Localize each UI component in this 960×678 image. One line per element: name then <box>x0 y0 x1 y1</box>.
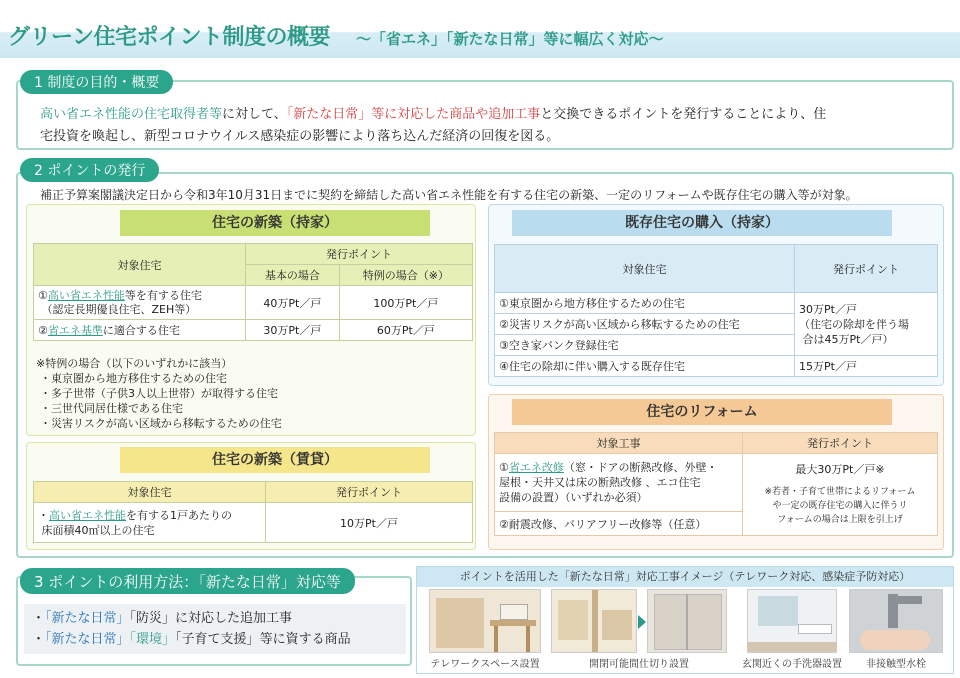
section2-lead: 補正予算案閣議決定日から令和3年10月31日までに契約を締結した高い省エネ性能を有する住宅の新築、一定のリフォームや既存住宅の購入等が対象。 <box>40 188 858 202</box>
purpose-text-4: と交換できるポイントを発行することにより、住 <box>540 107 827 122</box>
cell-existing-points-4: 15万Pt／戸 <box>795 356 938 377</box>
title-bar <box>0 0 960 58</box>
note-line: ・東京圏から地方移住するための住宅 <box>40 372 227 385</box>
th-rental-target: 対象住宅 <box>34 482 266 503</box>
panel-new-rental-title: 住宅の新築（賃貸） <box>120 447 430 473</box>
cell-rental-points: 10万Pt／戸 <box>266 503 473 543</box>
cell-existing-1: ①東京圏から地方移住するための住宅 <box>495 293 795 314</box>
text-r2: に適合する住宅 <box>102 324 180 337</box>
cell-rental-target <box>34 503 266 543</box>
th-reform-target: 対象工事 <box>495 433 743 454</box>
note-line: ・多子世帯（子供3人以上世帯）が取得する住宅 <box>40 387 278 400</box>
cell-existing-2: ②災害リスクが高い区域から移転するための住宅 <box>495 314 795 335</box>
cell-basic-2: 30万Pt／戸 <box>246 320 340 341</box>
table-new-rental <box>33 481 473 543</box>
cell-existing-3: ③空き家バンク登録住宅 <box>495 335 795 356</box>
th-target: 対象住宅 <box>34 244 246 286</box>
bullet: ・ <box>32 632 46 647</box>
text-reform-1: （窓・ドアの断熱改修、外壁・ <box>563 461 718 474</box>
cell-reform-points <box>743 454 938 536</box>
partition-image-1 <box>551 589 637 653</box>
section2-label: 2 ポイントの発行 <box>20 158 159 182</box>
tag-disaster: 「防災」 <box>129 611 176 626</box>
highlight-high-efficiency: 高い省エネ性能 <box>47 288 125 302</box>
usage-text-1: に対応した追加工事 <box>175 611 293 626</box>
caption-telework: テレワークスペース設置 <box>430 659 540 670</box>
bullet: ・ <box>32 611 46 626</box>
text-r1-detail: （認定長期優良住宅、ZEH等） <box>41 302 197 316</box>
panel-new-owned-title: 住宅の新築（持家） <box>120 210 430 236</box>
page-title: グリーン住宅ポイント制度の概要 <box>8 25 331 50</box>
num-2: ② <box>38 324 48 337</box>
th-existing-points: 発行ポイント <box>795 245 938 293</box>
tag-new-normal: 「新たな日常」 <box>45 611 130 626</box>
text-rental: を有する1戸あたりの <box>126 508 232 522</box>
num-r1: ① <box>499 461 509 474</box>
reform-max-points: 最大30万Pt／戸※ <box>795 462 885 476</box>
caption-partition: 開閉可能間仕切り設置 <box>589 659 689 670</box>
highlight-reform: 省エネ改修 <box>508 461 564 474</box>
note-line: ・三世代同居仕様である住宅 <box>40 402 183 415</box>
telework-space-image <box>429 589 541 653</box>
highlight-standard: 省エネ基準 <box>47 324 103 337</box>
usage-list <box>24 604 406 654</box>
text-reform-3: 設備の設置）（いずれか必須） <box>499 491 648 504</box>
cell-special-1: 100万Pt／戸 <box>339 286 472 320</box>
cell-target-1 <box>34 286 246 320</box>
text-r1: 等を有する住宅 <box>124 288 202 302</box>
caption-faucet: 非接触型水栓 <box>866 659 926 670</box>
section3-label: 3 ポイントの利用方法：「新たな日常」対応等 <box>20 568 355 594</box>
image-panel-title: ポイントを活用した「新たな日常」対応工事イメージ（テレワーク対応、感染症予防対応） <box>417 567 953 587</box>
purpose-highlight-1: 高い省エネ性能の住宅取得者等 <box>40 107 223 122</box>
handwash-entrance-image <box>747 589 837 653</box>
bullet: ・ <box>38 508 49 522</box>
arrow-right-icon <box>638 615 646 629</box>
usage-item-2 <box>32 629 398 650</box>
th-existing-target: 対象住宅 <box>495 245 795 293</box>
cell-existing-points <box>795 293 938 356</box>
purpose-text <box>40 104 940 148</box>
th-points: 発行ポイント <box>246 244 473 265</box>
cell-basic-1: 40万Pt／戸 <box>246 286 340 320</box>
th-rental-points: 発行ポイント <box>266 482 473 503</box>
caption-handwash: 玄関近くの手洗器設置 <box>742 659 842 670</box>
purpose-text-5: 宅投資を喚起し、新型コロナウイルス感染症の影響により落ち込んだ経済の回復を図る。 <box>40 129 560 144</box>
note-line: ※特例の場合（以下のいずれかに該当） <box>36 357 233 370</box>
tag-childcare: 「子育て支援」 <box>175 632 260 647</box>
reform-note-1: ※若者・子育て世帯によるリフォーム <box>764 486 916 497</box>
page-subtitle: ～「省エネ」「新たな日常」等に幅広く対応～ <box>356 30 664 48</box>
table-new-owned <box>33 243 473 341</box>
partition-image-2 <box>647 589 727 653</box>
panel-existing-title: 既存住宅の購入（持家） <box>512 210 892 236</box>
special-notes <box>36 356 282 431</box>
highlight-rental: 高い省エネ性能 <box>49 508 126 522</box>
purpose-text-2: に対して、 <box>222 107 287 122</box>
table-reform <box>494 432 938 536</box>
pts-1: 30万Pt／戸 <box>799 302 857 316</box>
tag-environment: 「環境」 <box>129 632 176 647</box>
note-line: ・災害リスクが高い区域から移転するための住宅 <box>40 417 282 430</box>
pts-3: 合は45万Pt／戸） <box>802 332 894 346</box>
panel-reform-title: 住宅のリフォーム <box>512 399 892 425</box>
reform-note-3: フォームの場合は上限を引上げ <box>777 514 903 525</box>
touchless-faucet-image <box>849 589 943 653</box>
cell-target-2 <box>34 320 246 341</box>
th-reform-points: 発行ポイント <box>743 433 938 454</box>
reform-note-2: や一定の既存住宅の購入に伴うリ <box>772 500 908 511</box>
purpose-highlight-2: 「新たな日常」等に対応した商品や追加工事 <box>286 107 541 122</box>
cell-special-2: 60万Pt／戸 <box>339 320 472 341</box>
cell-existing-4: ④住宅の除却に伴い購入する既存住宅 <box>495 356 795 377</box>
num-1: ① <box>38 288 48 302</box>
th-special: 特例の場合（※） <box>339 265 472 286</box>
usage-item-1 <box>32 608 398 629</box>
th-basic: 基本の場合 <box>246 265 340 286</box>
pts-2: （住宅の除却を伴う場 <box>799 317 909 331</box>
image-panel <box>416 566 954 674</box>
cell-reform-2: ②耐震改修、バリアフリー改修等（任意） <box>495 512 743 536</box>
text-rental-2: 床面積40㎡以上の住宅 <box>41 523 155 537</box>
section1-label: 1 制度の目的・概要 <box>20 70 173 94</box>
tag-new-normal: 「新たな日常」 <box>45 632 130 647</box>
text-reform-2: 屋根・天井又は床の断熱改修 、エコ住宅 <box>499 476 701 489</box>
table-existing <box>494 244 938 377</box>
cell-reform-1 <box>495 454 743 512</box>
usage-text-2: 等に資する商品 <box>259 632 351 647</box>
